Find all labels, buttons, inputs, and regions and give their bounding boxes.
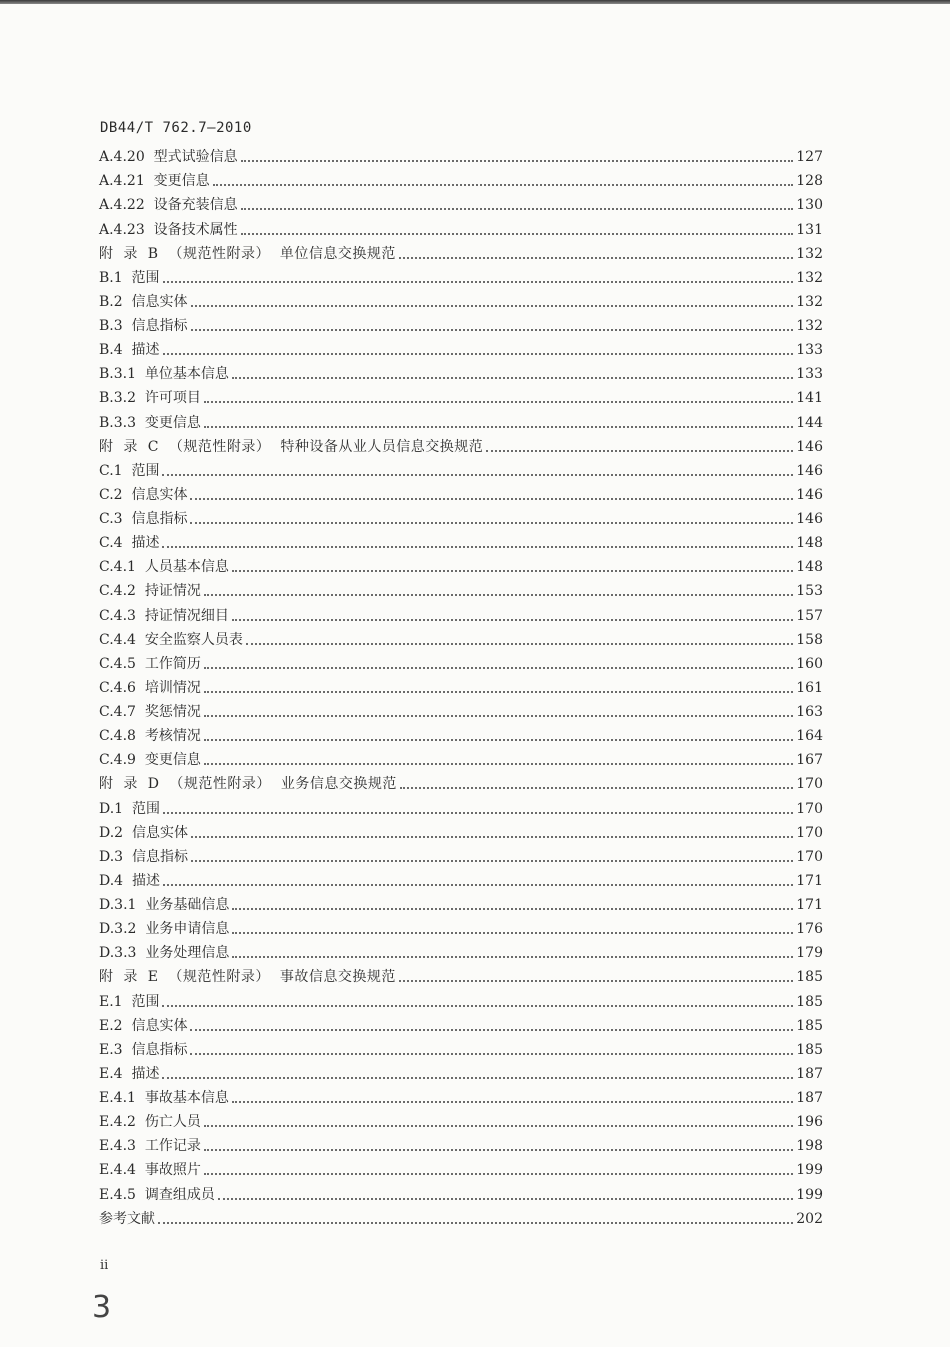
dot-leader xyxy=(204,594,793,596)
toc-entry-label: E.4.2 伤亡人员 xyxy=(99,1114,201,1131)
dot-leader xyxy=(163,812,793,814)
toc-entry-page-number: 170 xyxy=(796,848,823,865)
toc-entry-page-number: 170 xyxy=(796,800,823,817)
toc-entry-label: D.3 信息指标 xyxy=(99,848,188,865)
toc-entry-label: A.4.22 设备充装信息 xyxy=(99,197,238,214)
dot-leader xyxy=(241,233,794,235)
dot-leader xyxy=(232,377,793,379)
toc-entry-page-number: 187 xyxy=(796,1090,823,1106)
toc-entry-page-number: 130 xyxy=(796,197,823,214)
toc-entry-page-number: 185 xyxy=(796,1017,823,1034)
toc-entry[interactable] xyxy=(99,286,823,310)
toc-entry-label: D.1 范围 xyxy=(99,800,160,817)
toc-entry[interactable] xyxy=(99,696,823,720)
toc-entry-label: C.3 信息指标 xyxy=(99,511,188,527)
handwritten-page-stamp: 3 xyxy=(92,1290,112,1325)
toc-entry-page-number: 128 xyxy=(796,173,823,190)
toc-entry-page-number: 132 xyxy=(796,318,823,334)
toc-entry-label: C.4.5 工作简历 xyxy=(99,655,201,672)
toc-entry-label: C.1 范围 xyxy=(99,462,160,479)
toc-entry-label: B.2 信息实体 xyxy=(99,293,188,310)
toc-entry-label: B.3.1 单位基本信息 xyxy=(99,366,229,383)
dot-leader xyxy=(191,305,794,307)
dot-leader xyxy=(241,208,794,210)
toc-entry[interactable] xyxy=(99,262,823,286)
toc-entry-label: E.4.1 事故基本信息 xyxy=(99,1090,229,1106)
toc-entry[interactable] xyxy=(99,624,823,648)
dot-leader xyxy=(190,1053,793,1055)
dot-leader xyxy=(399,980,793,982)
toc-entry[interactable] xyxy=(99,334,823,358)
dot-leader xyxy=(190,1029,793,1031)
dot-leader xyxy=(163,353,794,355)
toc-entry[interactable] xyxy=(99,1178,823,1202)
toc-entry-page-number: 163 xyxy=(796,704,823,720)
toc-entry-page-number: 199 xyxy=(796,1186,823,1203)
toc-entry-label: B.4 描述 xyxy=(99,342,160,359)
toc-entry-label: D.3.3 业务处理信息 xyxy=(99,945,230,962)
dot-leader xyxy=(191,329,794,331)
dot-leader xyxy=(162,1077,793,1079)
toc-entry-label: E.3 信息指标 xyxy=(99,1041,188,1058)
toc-entry-page-number: 148 xyxy=(796,535,823,552)
toc-entry[interactable] xyxy=(99,961,823,985)
toc-entry[interactable] xyxy=(99,238,823,262)
toc-entry-page-number: 196 xyxy=(796,1114,823,1131)
toc-entry-label: E.4.3 工作记录 xyxy=(99,1138,201,1155)
toc-entry-page-number: 158 xyxy=(796,631,823,648)
dot-leader xyxy=(191,860,793,862)
toc-entry-label: A.4.20 型式试验信息 xyxy=(99,149,238,166)
toc-entry[interactable] xyxy=(99,937,823,961)
toc-entry-page-number: 157 xyxy=(796,607,823,624)
toc-entry-page-number: 148 xyxy=(796,559,823,576)
toc-entry[interactable] xyxy=(99,1106,823,1130)
toc-entry-label: B.3.3 变更信息 xyxy=(99,414,201,431)
toc-entry[interactable] xyxy=(99,744,823,768)
toc-entry-page-number: 146 xyxy=(796,486,823,503)
dot-leader xyxy=(191,836,793,838)
toc-entry-label: A.4.21 变更信息 xyxy=(99,173,210,190)
toc-entry-page-number: 153 xyxy=(796,583,823,600)
toc-entry-label: C.4.1 人员基本信息 xyxy=(99,559,229,576)
toc-entry-label: 参考文献 xyxy=(99,1210,155,1227)
dot-leader xyxy=(232,1101,793,1103)
toc-entry[interactable] xyxy=(99,768,823,792)
toc-entry[interactable] xyxy=(99,503,823,527)
toc-entry-page-number: 170 xyxy=(796,776,823,793)
dot-leader xyxy=(218,1198,793,1200)
dot-leader xyxy=(213,184,794,186)
dot-leader xyxy=(204,1149,793,1151)
dot-leader xyxy=(232,956,793,958)
toc-entry-label: 附 录 B （规范性附录） 单位信息交换规范 xyxy=(99,245,396,262)
dot-leader xyxy=(190,522,793,524)
toc-entry-page-number: 161 xyxy=(796,679,823,696)
top-edge-border xyxy=(0,0,950,4)
toc-entry-page-number: 132 xyxy=(796,293,823,310)
toc-entry-page-number: 170 xyxy=(796,824,823,841)
toc-entry-label: E.4 描述 xyxy=(99,1065,160,1082)
toc-entry-label: C.4.4 安全监察人员表 xyxy=(99,631,243,648)
toc-entry-label: E.4.4 事故照片 xyxy=(99,1162,201,1179)
toc-entry[interactable] xyxy=(99,865,823,889)
toc-entry-label: B.1 范围 xyxy=(99,269,160,286)
toc-entry-label: B.3 信息指标 xyxy=(99,318,188,334)
toc-entry-page-number: 144 xyxy=(796,414,823,431)
toc-entry-page-number: 132 xyxy=(796,245,823,262)
toc-entry-label: D.2 信息实体 xyxy=(99,824,188,841)
dot-leader xyxy=(158,1222,793,1224)
dot-leader xyxy=(241,160,794,162)
dot-leader xyxy=(204,401,793,403)
toc-entry-label: C.2 信息实体 xyxy=(99,486,188,503)
page-number-roman: ii xyxy=(100,1258,109,1273)
toc-entry[interactable] xyxy=(99,189,823,213)
toc-entry[interactable] xyxy=(99,985,823,1009)
toc-entry-label: B.3.2 许可项目 xyxy=(99,390,201,407)
dot-leader xyxy=(162,546,793,548)
toc-entry[interactable] xyxy=(99,527,823,551)
toc-entry[interactable] xyxy=(99,672,823,696)
toc-entry-label: 附 录 C （规范性附录） 特种设备从业人员信息交换规范 xyxy=(99,438,484,455)
toc-entry-page-number: 187 xyxy=(796,1065,823,1082)
toc-entry-page-number: 127 xyxy=(796,149,823,166)
toc-entry[interactable] xyxy=(99,1130,823,1154)
dot-leader xyxy=(232,908,793,910)
toc-entry-page-number: 164 xyxy=(796,728,823,745)
toc-entry-label: C.4.3 持证情况细目 xyxy=(99,607,229,624)
toc-entry[interactable] xyxy=(99,213,823,237)
toc-entry[interactable] xyxy=(99,841,823,865)
toc-entry[interactable] xyxy=(99,455,823,479)
toc-entry[interactable] xyxy=(99,165,823,189)
dot-leader xyxy=(204,1125,793,1127)
toc-entry[interactable] xyxy=(99,817,823,841)
toc-entry-label: A.4.23 设备技术属性 xyxy=(99,221,238,238)
toc-entry-page-number: 133 xyxy=(796,366,823,383)
table-of-contents xyxy=(99,141,823,1227)
toc-entry-page-number: 179 xyxy=(796,945,823,962)
dot-leader xyxy=(204,691,793,693)
toc-entry-page-number: 167 xyxy=(796,752,823,769)
toc-entry-page-number: 202 xyxy=(796,1210,823,1227)
toc-entry-label: D.3.2 业务申请信息 xyxy=(99,921,230,938)
toc-entry-page-number: 171 xyxy=(796,872,823,889)
toc-entry[interactable] xyxy=(99,141,823,165)
toc-entry-page-number: 146 xyxy=(796,511,823,527)
dot-leader xyxy=(204,426,793,428)
toc-entry[interactable] xyxy=(99,431,823,455)
toc-entry-label: 附 录 D （规范性附录） 业务信息交换规范 xyxy=(99,776,397,793)
toc-entry[interactable] xyxy=(99,1010,823,1034)
toc-entry-label: D.4 描述 xyxy=(99,872,160,889)
toc-entry-page-number: 131 xyxy=(796,221,823,238)
toc-entry-page-number: 146 xyxy=(796,438,823,455)
dot-leader xyxy=(190,498,793,500)
toc-entry-page-number: 132 xyxy=(796,269,823,286)
toc-entry[interactable] xyxy=(99,479,823,503)
toc-entry-page-number: 160 xyxy=(796,655,823,672)
toc-entry[interactable] xyxy=(99,1154,823,1178)
dot-leader xyxy=(204,763,793,765)
toc-entry[interactable] xyxy=(99,792,823,816)
dot-leader xyxy=(232,932,793,934)
dot-leader xyxy=(399,257,793,259)
toc-entry[interactable] xyxy=(99,551,823,575)
toc-entry-page-number: 198 xyxy=(796,1138,823,1155)
toc-entry-label: E.2 信息实体 xyxy=(99,1017,188,1034)
toc-entry[interactable] xyxy=(99,913,823,937)
toc-entry[interactable] xyxy=(99,1058,823,1082)
toc-entry-label: C.4.6 培训情况 xyxy=(99,679,201,696)
toc-entry-page-number: 171 xyxy=(796,897,823,913)
dot-leader xyxy=(400,787,793,789)
toc-entry[interactable] xyxy=(99,1082,823,1106)
toc-entry-page-number: 185 xyxy=(796,1041,823,1058)
dot-leader xyxy=(232,619,793,621)
toc-entry[interactable] xyxy=(99,1034,823,1058)
dot-leader xyxy=(232,570,793,572)
dot-leader xyxy=(204,715,793,717)
dot-leader xyxy=(162,1005,793,1007)
toc-entry[interactable] xyxy=(99,648,823,672)
toc-entry-page-number: 185 xyxy=(796,969,823,986)
toc-entry-label: C.4.2 持证情况 xyxy=(99,583,201,600)
toc-entry[interactable] xyxy=(99,382,823,406)
toc-entry[interactable] xyxy=(99,599,823,623)
toc-entry[interactable] xyxy=(99,310,823,334)
toc-entry-page-number: 185 xyxy=(796,993,823,1010)
dot-leader xyxy=(486,450,793,452)
dot-leader xyxy=(246,643,793,645)
dot-leader xyxy=(163,884,793,886)
toc-entry[interactable] xyxy=(99,889,823,913)
toc-entry-page-number: 133 xyxy=(796,342,823,359)
toc-entry[interactable] xyxy=(99,358,823,382)
toc-entry-page-number: 141 xyxy=(796,390,823,407)
standard-code: DB44/T 762.7—2010 xyxy=(100,120,252,136)
toc-entry-label: 附 录 E （规范性附录） 事故信息交换规范 xyxy=(99,969,396,986)
toc-entry-label: E.4.5 调查组成员 xyxy=(99,1186,215,1203)
dot-leader xyxy=(163,281,794,283)
dot-leader xyxy=(204,739,793,741)
toc-entry-page-number: 176 xyxy=(796,921,823,938)
toc-entry-label: E.1 范围 xyxy=(99,993,160,1010)
toc-entry-page-number: 146 xyxy=(796,462,823,479)
dot-leader xyxy=(204,667,793,669)
dot-leader xyxy=(162,474,793,476)
toc-entry-label: C.4.8 考核情况 xyxy=(99,728,201,745)
toc-entry[interactable] xyxy=(99,1203,823,1227)
toc-entry[interactable] xyxy=(99,575,823,599)
toc-entry[interactable] xyxy=(99,406,823,430)
toc-entry-label: D.3.1 业务基础信息 xyxy=(99,897,230,913)
toc-entry-label: C.4 描述 xyxy=(99,535,160,552)
dot-leader xyxy=(204,1173,793,1175)
toc-entry-label: C.4.7 奖惩情况 xyxy=(99,704,201,720)
toc-entry-page-number: 199 xyxy=(796,1162,823,1179)
toc-entry[interactable] xyxy=(99,720,823,744)
toc-entry-label: C.4.9 变更信息 xyxy=(99,752,201,769)
